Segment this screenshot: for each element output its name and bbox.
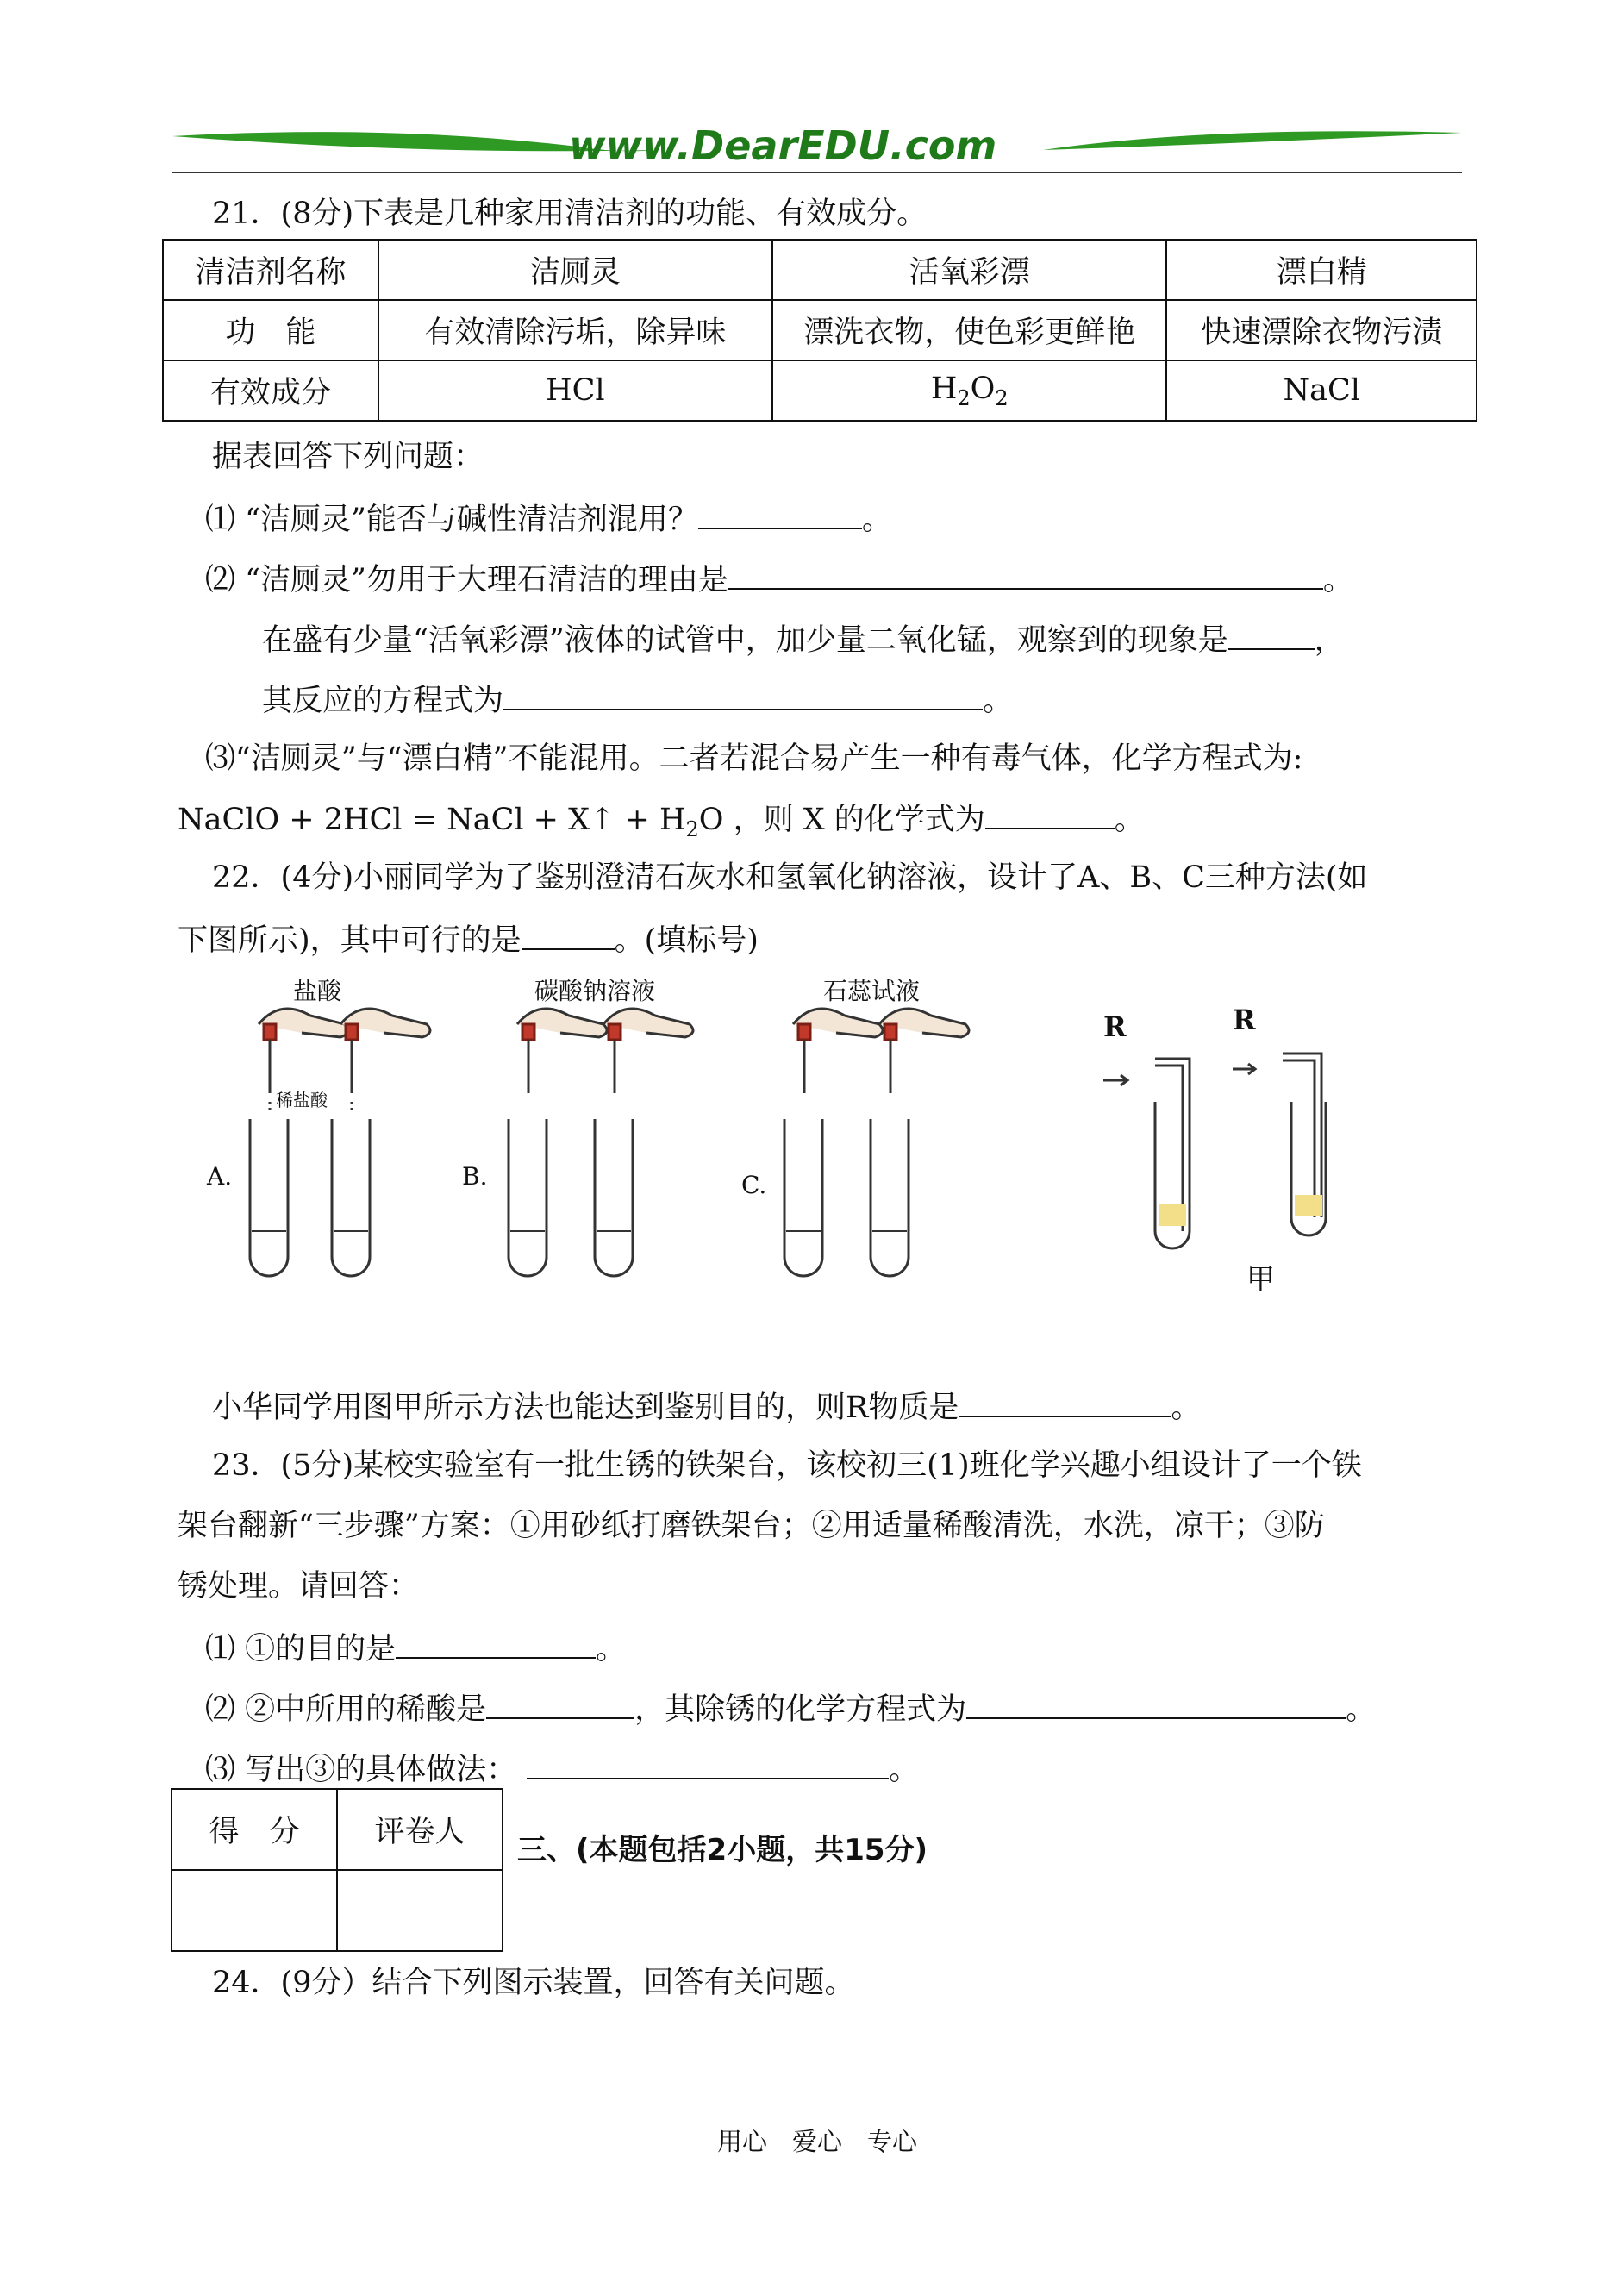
q21-part3: ⑶“洁厕灵”与“漂白精”不能混用。二者若混合易产生一种有毒气体，化学方程式为: [205,741,1303,776]
table-row [163,300,1477,360]
label-a-top: 盐酸 [293,977,342,1005]
question-text: 其反应的方程式为 [262,684,504,718]
q21-equation [178,798,1145,848]
formula-part: O [970,371,996,406]
equation-text: O ，则 X 的化学式为 [698,803,985,837]
figure-drawing [190,972,1414,1317]
q23-line3: 锈处理。请回答： [178,1569,420,1604]
answer-blank[interactable] [522,919,615,950]
question-text: ⑶ 写出③的具体做法： [205,1753,517,1787]
q21-part2b [262,619,1345,660]
label-b-top: 碳酸钠溶液 [534,977,656,1005]
grader-cell[interactable] [337,1870,503,1951]
table-row [163,240,1477,300]
punct: 。(填标号) [614,923,759,958]
question-text: ⑴ ①的目的是 [205,1632,397,1667]
question-text: 小华同学用图甲所示方法也能达到鉴别目的，则R物质是 [212,1391,959,1425]
apparatus-jia [1103,1054,1326,1248]
question-text: 下图所示)，其中可行的是 [178,923,522,958]
table-row [172,1870,503,1951]
punct: 。 [1346,1692,1377,1727]
table-row [172,1789,503,1870]
punct: 。 [596,1632,627,1667]
q23-line2: 架台翻新“三步骤”方案：①用砂纸打磨铁架台；②用适量稀酸清洗，水洗，凉干；③防 [178,1509,1325,1543]
answer-blank[interactable] [527,1748,889,1779]
table-cell: 功 能 [163,300,378,360]
answer-blank[interactable] [486,1688,634,1719]
question-text: ⑴ “洁厕灵”能否与碱性清洁剂混用？ [205,503,698,537]
table-cell: 有效清除污垢，除异味 [378,300,772,360]
grader-header: 评卷人 [337,1789,503,1870]
answer-blank[interactable] [728,559,1323,590]
table-cell: HCl [378,360,772,421]
formula-sub: 2 [957,385,971,410]
equation-sub: 2 [685,817,699,841]
table-cell: 快速漂除衣物污渍 [1166,300,1477,360]
answer-blank[interactable] [959,1386,1171,1417]
table-header-cell: 活氧彩漂 [772,240,1166,300]
experiment-figure [190,972,1414,1317]
answer-blank[interactable] [1228,619,1315,650]
punct: ， [1314,623,1345,658]
q21-prompt: 据表回答下列问题： [212,440,484,474]
dropper-group-c [784,1009,969,1276]
formula-part: H [930,371,958,406]
reagent-r-label: R [1233,1004,1256,1036]
answer-blank[interactable] [985,798,1115,829]
table-header-cell: 漂白精 [1166,240,1477,300]
punct: 。 [1114,803,1145,837]
option-a-label: A. [207,1162,233,1191]
answer-blank[interactable] [698,498,862,529]
question-text: ⑵ ②中所用的稀酸是 [205,1692,487,1727]
dropper-group-a [250,1009,430,1276]
q21-intro: 21．(8分)下表是几种家用清洁剂的功能、有效成分。 [212,197,928,231]
figure-jia-label: 甲 [1246,1262,1275,1296]
q21-part2c [262,679,1013,720]
formula-sub: 2 [995,385,1009,410]
score-header: 得 分 [172,1789,337,1870]
table-cell: 有效成分 [163,360,378,421]
table-header-cell: 清洁剂名称 [163,240,378,300]
question-text: 在盛有少量“活氧彩漂”液体的试管中，加少量二氧化锰，观察到的现象是 [262,623,1228,658]
question-text: ⑵ “洁厕灵”勿用于大理石清洁的理由是 [205,563,728,597]
table-cell: NaCl [1166,360,1477,421]
table-cell: 漂洗衣物，使色彩更鲜艳 [772,300,1166,360]
table-cell-h2o2 [772,360,1166,421]
q23-line1: 23．(5分)某校实验室有一批生锈的铁架台，该校初三(1)班化学兴趣小组设计了一个铁 [212,1448,1362,1483]
q24-text: 24．(9分）结合下列图示装置，回答有关问题。 [212,1966,855,2000]
score-cell[interactable] [172,1870,337,1951]
question-text: ，其除锈的化学方程式为 [634,1692,967,1727]
page-footer: 用心 爱心 专心 [717,2127,918,2156]
site-logo-text: www.DearEDU.com [569,122,997,169]
table-header-cell: 洁厕灵 [378,240,772,300]
q21-part2 [205,559,1353,599]
q23-part2 [205,1688,1376,1729]
punct: 。 [1322,563,1353,597]
section-3-heading: 三、(本题包括2小题，共15分) [517,1833,928,1867]
equation-text: NaClO + 2HCl = NaCl + X↑ + H [178,803,686,837]
option-c-label: C. [741,1171,767,1199]
answer-blank[interactable] [966,1688,1346,1719]
q23-part3 [205,1748,919,1789]
punct: 。 [889,1753,920,1787]
punct: 。 [983,684,1014,718]
table-row [163,360,1477,421]
cleaner-table [162,239,1477,422]
q21-part1 [205,498,892,539]
reagent-r-label: R [1103,1010,1127,1043]
q22-line1: 22．(4分)小丽同学为了鉴别澄清石灰水和氢氧化钠溶液，设计了A、B、C三种方法(如 [212,860,1368,895]
answer-blank[interactable] [396,1628,596,1659]
punct: 。 [1171,1391,1202,1425]
label-a-small: 稀盐酸 [276,1090,328,1110]
label-c-top: 石蕊试液 [823,977,921,1005]
q23-part1 [205,1628,626,1668]
score-box [171,1788,503,1952]
answer-blank[interactable] [503,679,983,710]
dropper-group-b [509,1009,693,1276]
q22-line3 [212,1386,1201,1427]
punct: 。 [861,503,892,537]
q22-line2 [178,919,759,960]
option-b-label: B. [462,1162,488,1191]
